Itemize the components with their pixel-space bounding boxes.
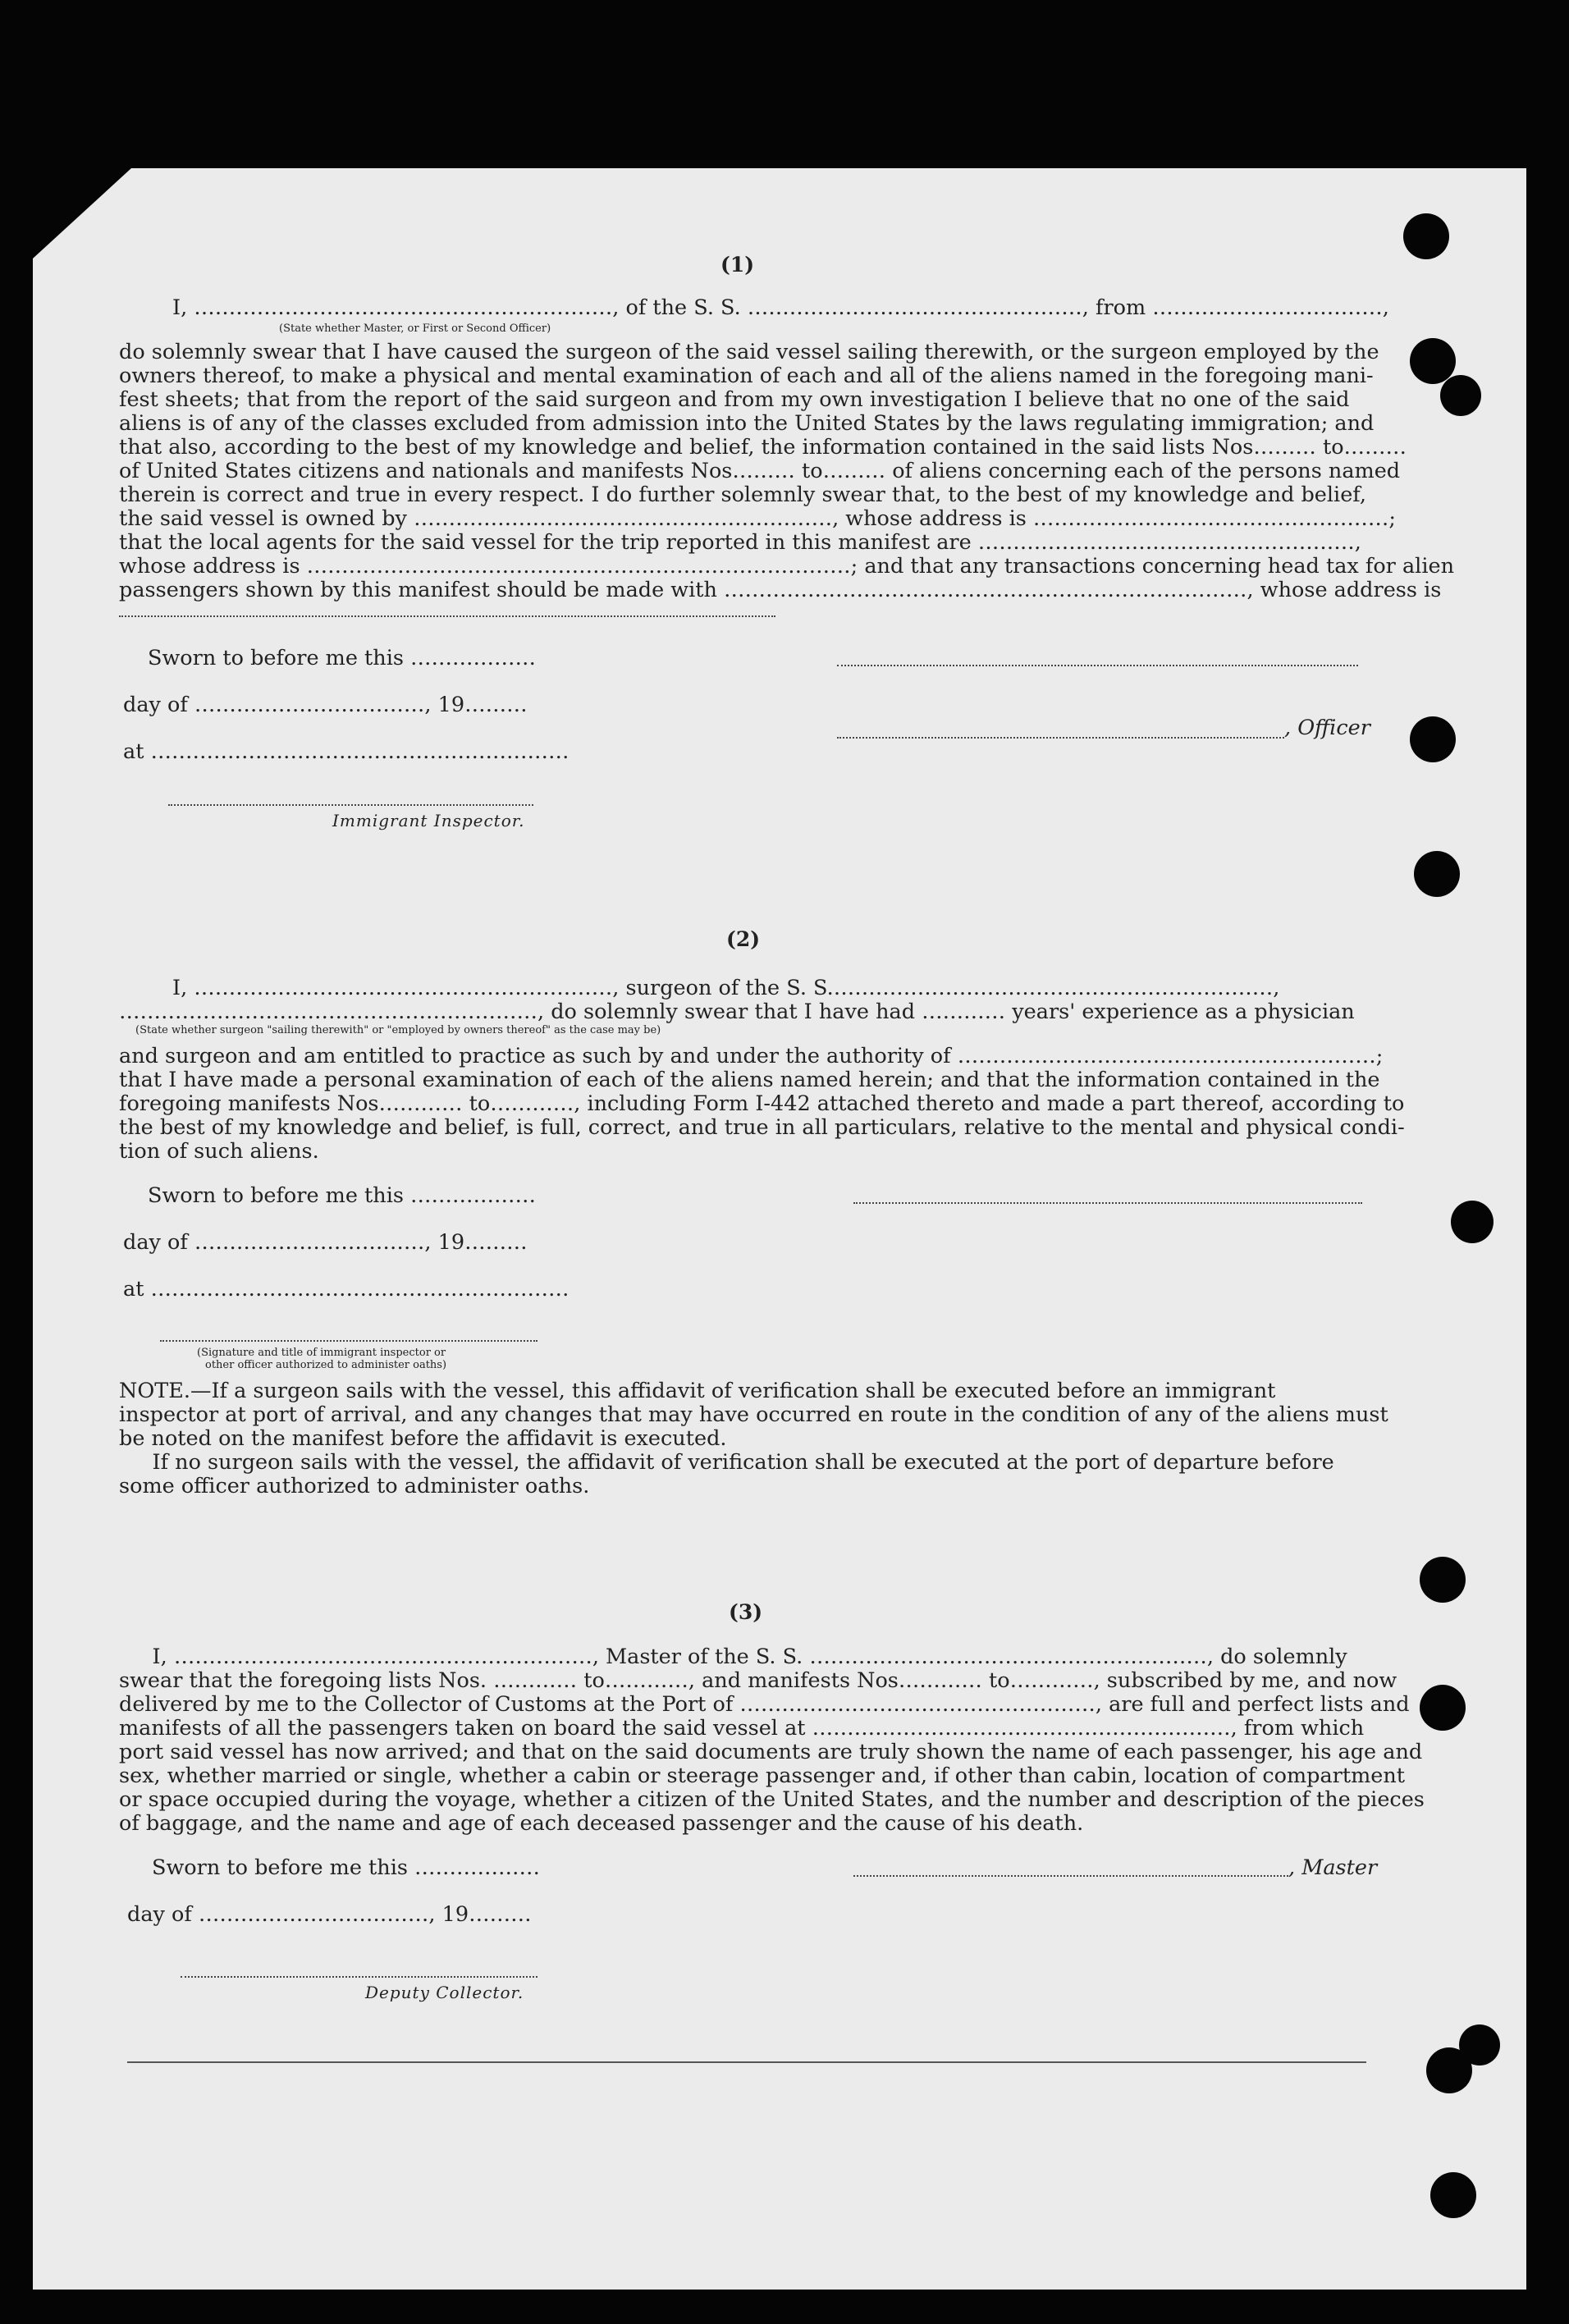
section-1-line: passengers shown by this manifest should be made with …………………………………………………………………, whose address is [119,578,1442,602]
section-2-line2: ……………………………………………………, do solemnly swear that I have had ………… years' experience as a physician [119,1000,1355,1024]
section-3-line: port said vessel has now arrived; and that on the said documents are truly shown the name of each passenger, his age and [119,1740,1423,1764]
note-line: inspector at port of arrival, and any changes that may have occurred en route in the condition of any of the aliens must [119,1402,1388,1427]
punch-hole [1403,213,1449,259]
section-2-line: tion of such aliens. [119,1139,319,1164]
section-1-line: do solemnly swear that I have caused the surgeon of the said vessel sailing therewith, or the surgeon employed by the [119,340,1379,364]
punch-hole [1420,1685,1466,1731]
section-1-line: that the local agents for the said vessel for the trip reported in this manifest are ………………………………………………, [119,530,1361,555]
section-1-line: that also, according to the best of my knowledge and belief, the information contained in the said lists Nos……… to……… [119,435,1407,460]
section-3-line: delivered by me to the Collector of Customs at the Port of ……………………………………………, are full and perfect lists and [119,1692,1410,1717]
section-1-line: fest sheets; that from the report of the said surgeon and from my own investigation I believe that no one of the said [119,387,1350,412]
section-2-number: (2) [726,927,761,951]
day-label: day of ……………………………, 19……… [123,1230,528,1255]
section-1-line: aliens is of any of the classes excluded from admission into the United States by the laws regulating immigration; and [119,411,1375,436]
sworn-label: Sworn to before me this ……………… [152,1855,541,1880]
section-3-line: sex, whether married or single, whether a cabin or steerage passenger and, if other than cabin, location of compartment [119,1764,1406,1788]
officer-signature-line [837,737,1284,739]
section-3-line: or space occupied during the voyage, whether a citizen of the United States, and the number and description of the pieces [119,1787,1425,1812]
section-3-line: swear that the foregoing lists Nos. ………… to…………, and manifests Nos………… to…………, subscribed by me, and now [119,1668,1397,1693]
punch-hole [1410,716,1456,762]
inspector-signature-line [160,1340,537,1342]
address-line [119,615,775,617]
section-3-line: manifests of all the passengers taken on board the said vessel at ……………………………………………………, from which [119,1716,1365,1741]
section-1-line1: I, ……………………………………………………, of the S. S. …………………………………………, from ……………………………, [172,295,1389,320]
section-1-line: owners thereof, to make a physical and mental examination of each and all of the aliens named in the foregoing mani- [119,364,1374,388]
at-label: at …………………………………………………… [123,1277,570,1302]
signature-line [837,665,1358,666]
punch-hole [1410,338,1456,384]
section-1-line: the said vessel is owned by ……………………………………………………, whose address is ……………………………………………; [119,506,1397,531]
deputy-caption: Deputy Collector. [365,1983,524,2002]
section-3-line: I, ……………………………………………………, Master of the S. S. …………………………………………………, do solemnly [119,1645,1347,1669]
note-line: be noted on the manifest before the affidavit is executed. [119,1426,727,1451]
section-2-note: (State whether surgeon "sailing therewith" or "employed by owners thereof" as the case may be) [135,1024,661,1036]
punch-hole [1426,2047,1472,2093]
note-line: NOTE.—If a surgeon sails with the vessel, this affidavit of verification shall be executed before an immigrant [119,1379,1276,1403]
inspector-caption: Immigrant Inspector. [332,811,525,830]
day-label: day of ……………………………, 19……… [123,693,528,717]
bottom-rule [127,2061,1366,2063]
form-page [33,168,1526,2290]
sworn-label: Sworn to before me this ……………… [148,646,537,670]
section-3-line: of baggage, and the name and age of each deceased passenger and the cause of his death. [119,1811,1084,1836]
section-2-line: foregoing manifests Nos………… to…………, including Form I-442 attached thereto and made a part thereof, according to [119,1091,1405,1116]
section-1-note: (State whether Master, or First or Second Officer) [279,323,551,335]
section-3-number: (3) [729,1600,763,1624]
page-corner-cut [33,168,131,258]
section-1-line: whose address is ……………………………………………………………………; and that any transactions concerning head tax for alien [119,554,1455,579]
section-1-number: (1) [720,253,755,277]
section-2-line1: I, ……………………………………………………, surgeon of the S. S.………………………………………………………, [172,976,1280,1000]
punch-hole [1430,2172,1476,2218]
punch-hole [1420,1557,1466,1603]
note-line: some officer authorized to administer oaths. [119,1474,590,1498]
officer-label: , Officer [1284,716,1370,740]
deputy-signature-line [181,1976,537,1978]
section-1-line: therein is correct and true in every respect. I do further solemnly swear that, to the best of my knowledge and belief, [119,483,1366,507]
section-1-line: of United States citizens and nationals and manifests Nos……… to……… of aliens concerning each of the persons named [119,459,1401,483]
note-line: If no surgeon sails with the vessel, the affidavit of verification shall be executed at the port of departure before [119,1450,1334,1475]
section-2-line: and surgeon and am entitled to practice as such by and under the authority of ……………………………………………………; [119,1044,1384,1068]
surgeon-signature-line [853,1202,1362,1204]
signature-caption: (Signature and title of immigrant inspector or [197,1347,446,1359]
punch-hole [1414,851,1460,897]
inspector-signature-line [168,804,533,806]
punch-hole [1440,375,1481,416]
sworn-label: Sworn to before me this ……………… [148,1183,537,1208]
at-label: at …………………………………………………… [123,739,570,764]
day-label: day of ……………………………, 19……… [127,1902,532,1927]
signature-caption: other officer authorized to administer oaths) [205,1359,447,1371]
section-2-line: the best of my knowledge and belief, is full, correct, and true in all particulars, relative to the mental and physical condi- [119,1115,1405,1140]
punch-hole [1451,1201,1494,1243]
master-signature-line [853,1875,1288,1877]
section-2-line: that I have made a personal examination of each of the aliens named herein; and that the information contained in the [119,1068,1380,1092]
master-label: , Master [1288,1855,1378,1880]
